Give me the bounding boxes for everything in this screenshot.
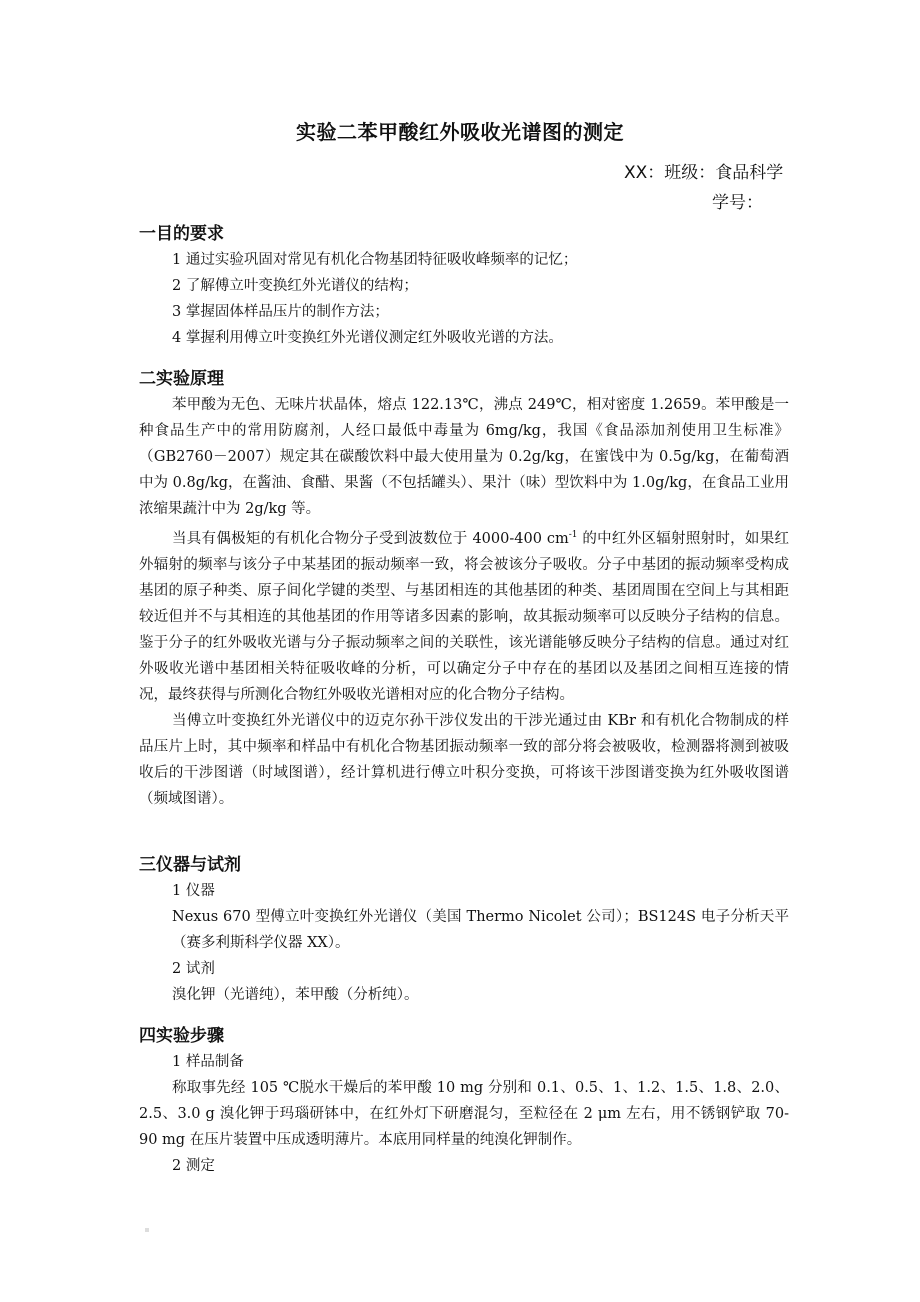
paragraph: 溴化钾（光谱纯），苯甲酸（分析纯）。 <box>172 987 419 1003</box>
section-heading: 一目的要求 <box>139 224 224 244</box>
paragraph <box>139 522 789 708</box>
section-instruments <box>139 852 789 1008</box>
section-heading: 四实验步骤 <box>139 1026 224 1046</box>
section-purpose <box>139 221 789 351</box>
author-class-line: XX：班级：食品科学 <box>624 163 784 183</box>
section-heading: 三仪器与试剂 <box>139 855 241 875</box>
paragraph-text: 当具有偶极矩的有机化合物分子受到波数位于 4000-400 cm <box>172 530 569 547</box>
subheading: 1 仪器 <box>172 883 215 899</box>
paragraph-text: 的中红外区辐射照射时，如果红外辐射的频率与该分子中某基团的振动频率一致，将会被该分子吸收。分子中基团的振动频率受构成基团的原子种类、原子间化学键的类型、与基团相连的其他基团的种类、基团周围在空间上与其相距较近但并不与其相连的其他基团的作用等诸多因素的影响，故其振动频率可以反映分子结构的信息。鉴于分子的红外吸收光谱与分子振动频率之间的关联性，该光谱能够反映分子结构的信息。通过对红外吸收光谱中基团相关特征吸收峰的分析，可以确定分子中存在的基团以及基团之间相互连接的情况，最终获得与所测化合物红外吸收光谱相对应的化合物分子结构。 <box>139 530 789 703</box>
subheading: 2 测定 <box>172 1158 215 1174</box>
list-item: 1 通过实验巩固对常见有机化合物基团特征吸收峰频率的记忆； <box>172 252 578 268</box>
page-mark <box>145 1228 149 1232</box>
list-item: 4 掌握利用傅立叶变换红外光谱仪测定红外吸收光谱的方法。 <box>172 330 563 346</box>
student-id-line: 学号： <box>712 193 763 213</box>
section-heading: 二实验原理 <box>139 369 224 389</box>
page-title: 实验二苯甲酸红外吸收光谱图的测定 <box>296 120 624 144</box>
paragraph: Nexus 670 型傅立叶变换红外光谱仪（美国 Thermo Nicolet 公司）；BS124S 电子分析天平（赛多利斯科学仪器 XX）。 <box>172 909 789 951</box>
list-item: 3 掌握固体样品压片的制作方法； <box>172 304 389 320</box>
paragraph: 当傅立叶变换红外光谱仪中的迈克尔孙干涉仪发出的干涉光通过由 KBr 和有机化合物制成的样品压片上时，其中频率和样品中有机化合物基团振动频率一致的部分将会被吸收，检测器将测到被吸收后的干涉图谱（时域图谱），经计算机进行傅立叶积分变换，可将该干涉图谱变换为红外吸收图谱（频域图谱）。 <box>139 712 789 807</box>
section-steps <box>139 1023 789 1179</box>
list-item: 2 了解傅立叶变换红外光谱仪的结构； <box>172 278 418 294</box>
paragraph: 称取事先经 105 ℃脱水干燥后的苯甲酸 10 mg 分别和 0.1、0.5、1、1.2、1.5、1.8、2.0、2.5、3.0 g 溴化钾于玛瑙研钵中，在红外灯下研磨混匀，至粒径在 2 μm 左右，用不锈钢铲取 70-90 mg 在压片装置中压成透明薄片。本底用同样量的纯溴化钾制作。 <box>139 1080 789 1148</box>
superscript: -1 <box>568 530 578 540</box>
subheading: 1 样品制备 <box>172 1054 244 1070</box>
subheading: 2 试剂 <box>172 961 215 977</box>
section-principle <box>139 366 789 812</box>
paragraph: 苯甲酸为无色、无味片状晶体，熔点 122.13℃，沸点 249℃，相对密度 1.2659。苯甲酸是一种食品生产中的常用防腐剂，人经口最低中毒量为 6mg/kg，我国《食品添加剂使用卫生标准》（GB2760－2007）规定其在碳酸饮料中最大使用量为 0.2g/kg，在蜜饯中为 0.5g/kg，在葡萄酒中为 0.8g/kg，在酱油、食醋、果酱（不包括罐头）、果汁（味）型饮料中为 1.0g/kg，在食品工业用浓缩果蔬汁中为 2g/kg 等。 <box>139 397 789 517</box>
